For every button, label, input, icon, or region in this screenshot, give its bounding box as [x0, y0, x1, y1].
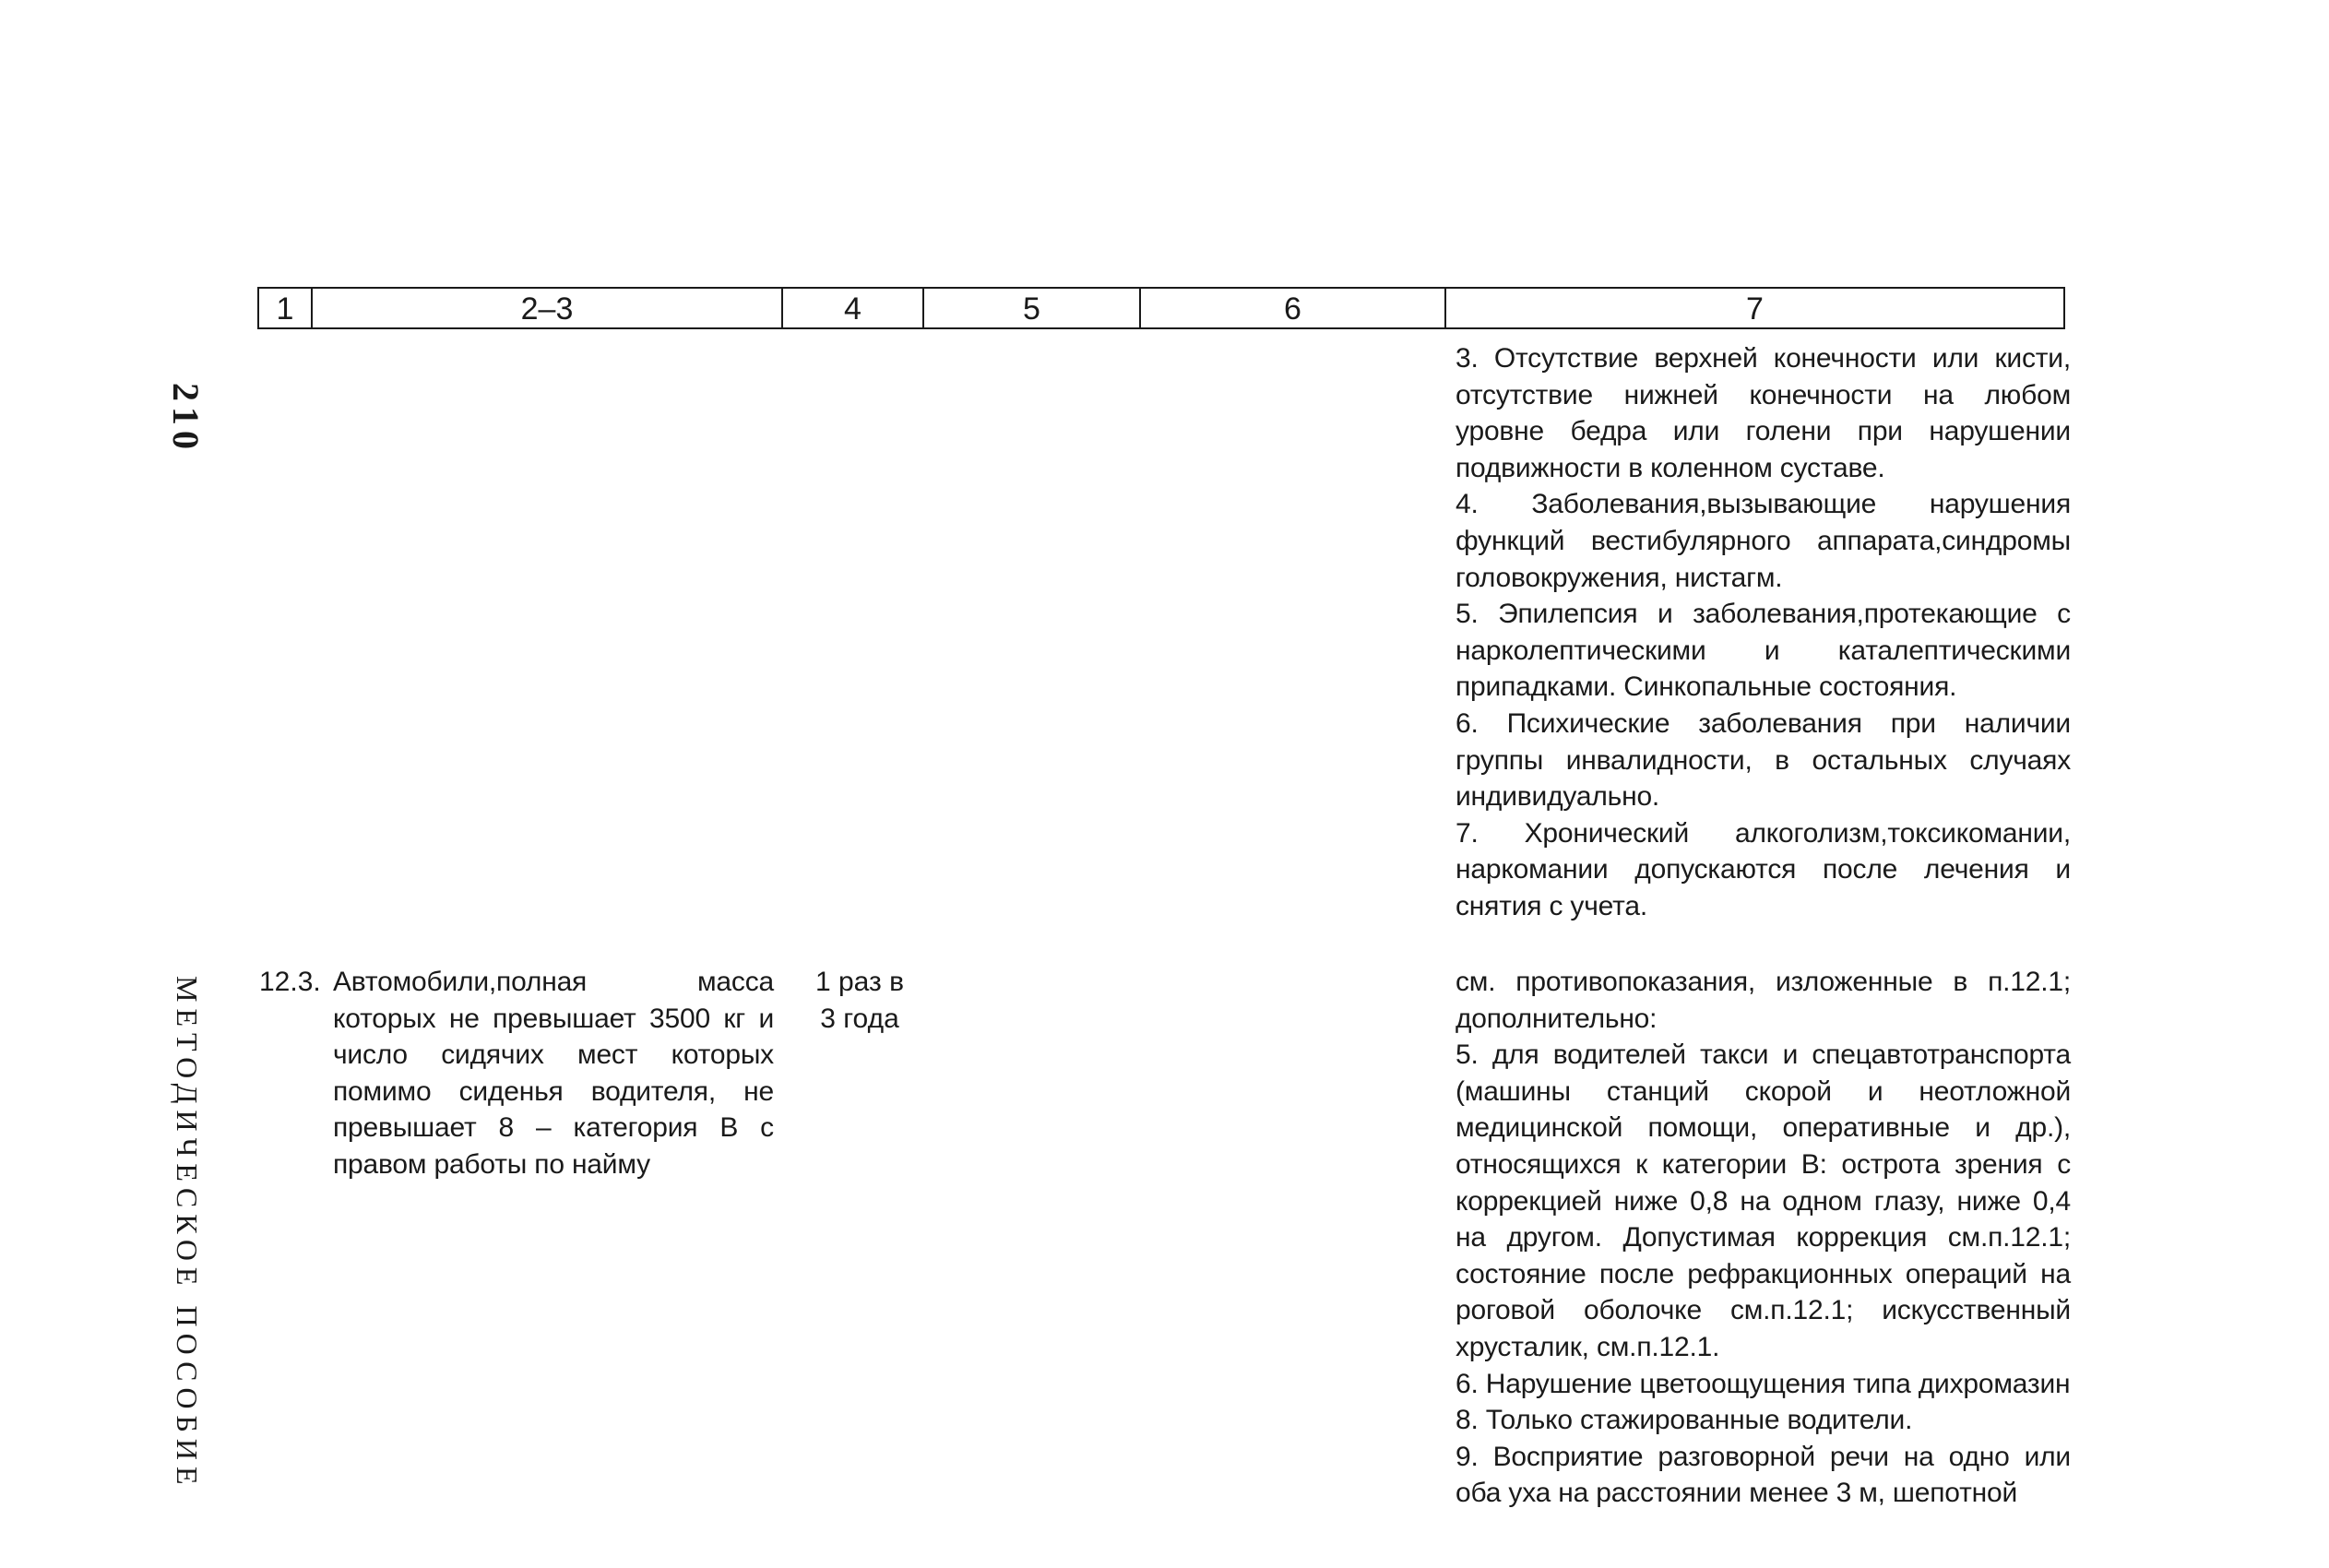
header-col-7: 7 — [1746, 291, 1764, 327]
contraindication-item: 4. Заболевания,вызывающие нарушения функций вестибулярного аппарата,синдромы головокружения, нистагм. — [1456, 489, 2071, 593]
header-col-6: 6 — [1141, 289, 1446, 327]
row-frequency — [795, 964, 924, 1037]
table-header — [257, 287, 2065, 329]
page-number: 210 — [165, 383, 207, 455]
row-number: 12.3. — [259, 967, 321, 997]
contraindication-item: 6. Нарушение цветоощущения типа дихромазин — [1456, 1368, 2071, 1399]
header-col-1: 1 — [259, 289, 313, 327]
frequency-line: 1 раз в — [814, 967, 905, 997]
contraindication-item: см. противопоказания, изложенные в п.12.1; дополнительно: — [1456, 967, 2071, 1034]
contraindication-item: 3. Отсутствие верхней конечности или кисти, отсутствие нижней конечности на любом уровне бедра или голени при нарушении подвижности в коленном суставе. — [1456, 343, 2071, 483]
row-description: Автомобили,полная масса которых не превышает 3500 кг и число сидячих мест которых помимо сиденья водителя, не превышает 8 – категория В с правом работы по найму — [333, 967, 774, 1180]
contraindications-continued — [1456, 340, 2071, 925]
contraindication-item: 6. Психические заболевания при наличии группы инвалидности, в остальных случаях индивидуально. — [1456, 707, 2071, 813]
header-col-2-3: 2–3 — [313, 289, 783, 327]
frequency-line: 3 года — [820, 1003, 899, 1034]
contraindication-item: 9. Восприятие разговорной речи на одно или оба уха на расстоянии менее 3 м, шепотной — [1456, 1441, 2071, 1509]
contraindication-item: 5. Эпилепсия и заболевания,протекающие с нарколептическими и каталептическими припадками. Синкопальные состояния. — [1456, 599, 2071, 703]
contraindications-12-3 — [1456, 964, 2071, 1512]
header-col-4: 4 — [783, 289, 924, 327]
contraindication-item: 5. для водителей такси и спецавтотранспорта (машины станций скорой и неотложной медицинской помощи, оперативные и др.), относящихся к категории В: острота зрения с коррекцией ниже 0,8 на одном глазу, ниже 0,4 на другом. Допустимая коррекция см.п.12.1; состояние после рефракционных операций на роговой оболочке см.п.12.1; искусственный хрусталик, см.п.12.1. — [1456, 1039, 2071, 1362]
contraindication-item: 8. Только стажированные водители. — [1456, 1405, 1913, 1436]
header-col-5: 5 — [924, 289, 1141, 327]
book-title: МЕТОДИЧЕСКОЕ ПОСОБИЕ — [171, 976, 204, 1491]
contraindication-item: 7. Хронический алкоголизм,токсикомании, наркомании допускаются после лечения и снятия с учета. — [1456, 817, 2071, 921]
